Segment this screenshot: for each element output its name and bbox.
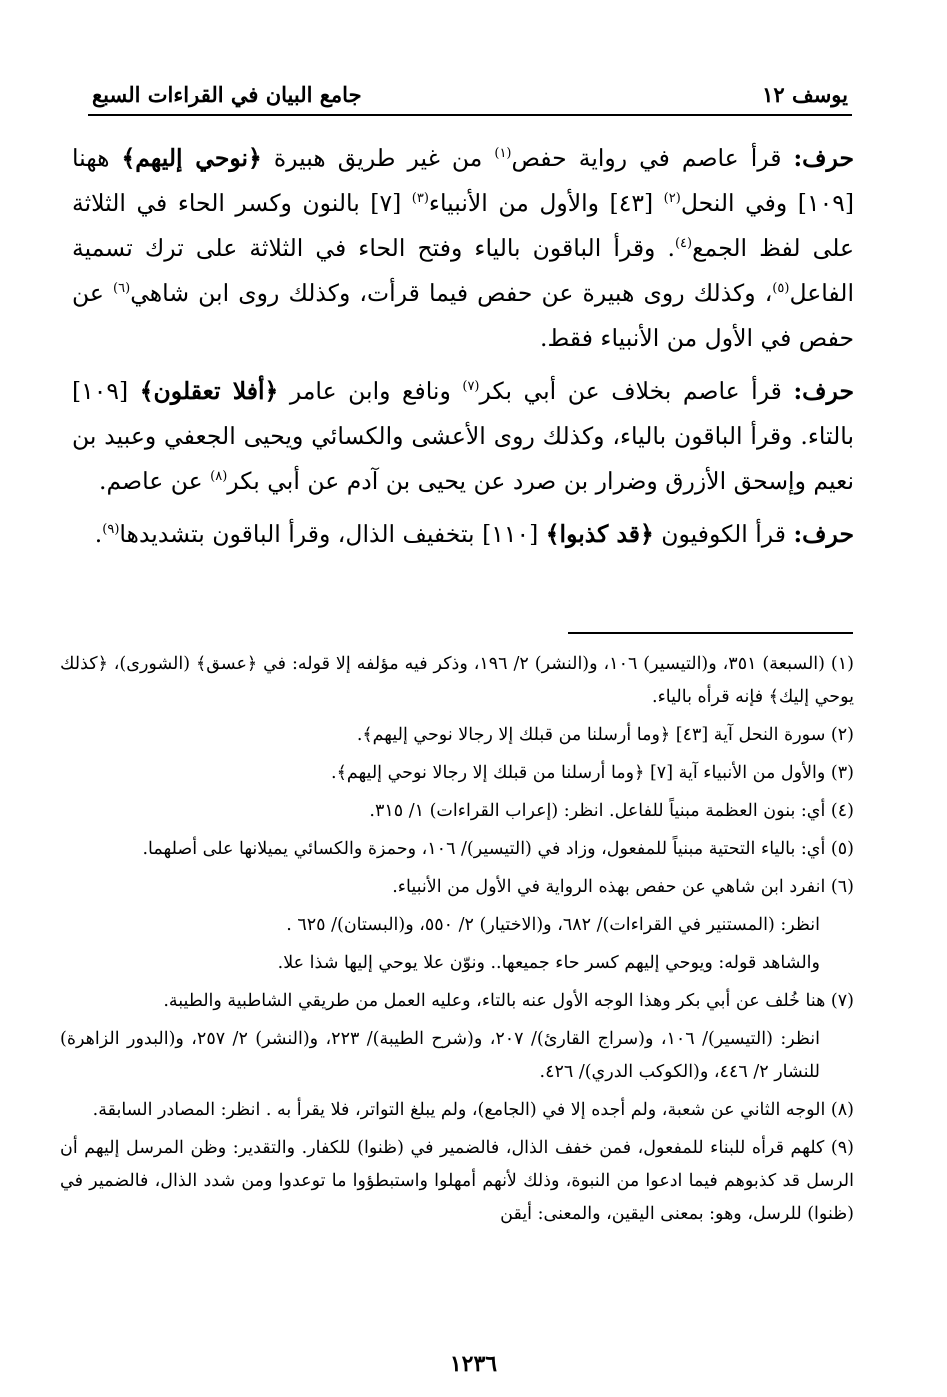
page-number: ١٢٣٦ — [449, 1351, 498, 1377]
paragraph-1 — [72, 136, 854, 361]
footnote-6-sources: انظر: (المستنير في القراءات)/ ٦٨٢، و(الاختيار) ٢/ ٥٥٠، و(البستان)/ ٦٢٥ . — [286, 915, 820, 935]
footnote-7-sources: انظر: (التيسير)/ ١٠٦، و(سراج القارئ)/ ٢٠٧، و(شرح الطيبة)/ ٢٢٣، و(النشر) ٢/ ٢٥٧، و(البدور الزاهرة) للنشار ٢/ ٤٤٦، و(الكوكب الدري)/ ٤٢٦. — [60, 1029, 821, 1082]
footnote-9: (٩) كلهم قرأه للبناء للمفعول، فمن خفف الذال، فالضمير في (ظنوا) للكفار. والتقدير: وظن المرسل إليهم أن الرسل قد كذبوهم فيما ادعوا من النبوة، وذلك لأنهم أمهلوا واستبطؤوا ما توعدوا ومن شدد الذال، فالضمير في (ظنوا) للرسل، وهو: بمعنى اليقين، والمعنى: أيقن — [60, 1138, 854, 1224]
text-segment: ونافع وابن عامر — [278, 377, 463, 405]
paragraph-2 — [72, 369, 854, 504]
quran-word: ﴿نوحي إليهم﴾ — [121, 144, 262, 172]
footnote-ref: (٥) — [772, 281, 790, 296]
harf-label: حرف: — [793, 144, 854, 172]
footnote-ref: (١) — [494, 146, 512, 161]
text-segment: . وقرأ الباقون بالياء وفتح الحاء في الثلاثة على ترك تسمية الفاعل — [72, 234, 854, 307]
text-segment: . — [94, 520, 103, 548]
quran-word: ﴿قد كذبوا﴾ — [545, 520, 654, 548]
book-title: جامع البيان في القراءات السبع — [92, 82, 362, 107]
footnote-7: (٧) هنا خُلف عن أبي بكر وهذا الوجه الأول عنه بالتاء، وعليه العمل من طريقي الشاطبية والطيبة. — [163, 991, 854, 1011]
harf-label: حرف: — [793, 520, 854, 548]
text-segment: عن حفص في الأول من الأنبياء فقط. — [72, 279, 854, 352]
text-segment: ههنا [١٠٩] وفي النحل — [72, 144, 854, 217]
text-segment: عن عاصم. — [99, 467, 211, 495]
text-segment: [١٠٩] بالتاء. وقرأ الباقون بالياء، وكذلك روى الأعشى والكسائي ويحيى الجعفي وعبيد بن نعيم وإسحق الأزرق وضرار بن صرد عن يحيى بن آدم عن أبي بكر — [72, 377, 854, 495]
text-segment: [٤٣] والأول من الأنبياء — [428, 189, 664, 217]
footnote-6: (٦) انفرد ابن شاهي عن حفص بهذه الرواية في الأول من الأنبياء. — [392, 877, 854, 897]
footnote-1: (١) (السبعة) ٣٥١، و(التيسير) ١٠٦، و(النشر) ٢/ ١٩٦، وذكر فيه مؤلفه إلا قوله: في ﴿عسق﴾ (الشورى)، ﴿كذلك يوحي إليك﴾ فإنه قرأه بالياء. — [60, 654, 854, 707]
text-segment: [٧] بالنون وكسر الحاء في الثلاثة على لفظ الجمع — [72, 189, 854, 262]
footnote-ref: (٢) — [663, 191, 681, 206]
footnote-ref: (٩) — [102, 522, 120, 537]
footnote-ref: (٧) — [462, 379, 480, 394]
footnote-4: (٤) أي: بنون العظمة مبنياً للفاعل. انظر: (إعراب القراءات) ١/ ٣١٥. — [369, 801, 854, 821]
footnote-5: (٥) أي: بالياء التحتية مبنياً للمفعول، وزاد في (التيسير)/ ١٠٦، وحمزة والكسائي يميلانها على أصلهما. — [142, 839, 854, 859]
text-segment: من غير طريق هبيرة — [261, 144, 495, 172]
text-segment: [١١٠] بتخفيف الذال، وقرأ الباقون بتشديدها — [119, 520, 546, 548]
footnote-2: (٢) سورة النحل آية [٤٣] ﴿وما أرسلنا من قبلك إلا رجالا نوحي إليهم﴾. — [356, 725, 854, 745]
text-segment: ، وكذلك روى هبيرة عن حفص فيما قرأت، وكذلك روى ابن شاهي — [130, 279, 773, 307]
chapter-reference: يوسف ١٢ — [762, 82, 848, 107]
text-segment: قرأ الكوفيون — [653, 520, 794, 548]
footnote-6-verse: والشاهد قوله: ويوحي إليهم كسر حاء جميعها.. ونوّن علا يوحي إليها شذا علا. — [277, 953, 820, 973]
footnote-ref: (٦) — [113, 281, 131, 296]
footnote-3: (٣) والأول من الأنبياء آية [٧] ﴿وما أرسلنا من قبلك إلا رجالا نوحي إليهم﴾. — [331, 763, 854, 783]
harf-label: حرف: — [793, 377, 854, 405]
running-header — [88, 80, 852, 116]
footnotes — [60, 648, 854, 1236]
text-segment: قرأ عاصم بخلاف عن أبي بكر — [479, 377, 794, 405]
footnote-ref: (٨) — [210, 469, 228, 484]
footnote-ref: (٤) — [674, 236, 693, 251]
text-segment: قرأ عاصم في رواية حفص — [511, 144, 794, 172]
paragraph-3 — [72, 512, 854, 557]
main-text — [72, 136, 854, 565]
footnote-ref: (٣) — [411, 191, 429, 206]
quran-word: ﴿أفلا تعقلون﴾ — [139, 377, 279, 405]
footnote-8: (٨) الوجه الثاني عن شعبة، ولم أجده إلا في (الجامع)، ولم يبلغ التواتر، فلا يقرأ به . انظر: المصادر السابقة. — [92, 1100, 854, 1120]
footnote-separator — [568, 632, 853, 634]
